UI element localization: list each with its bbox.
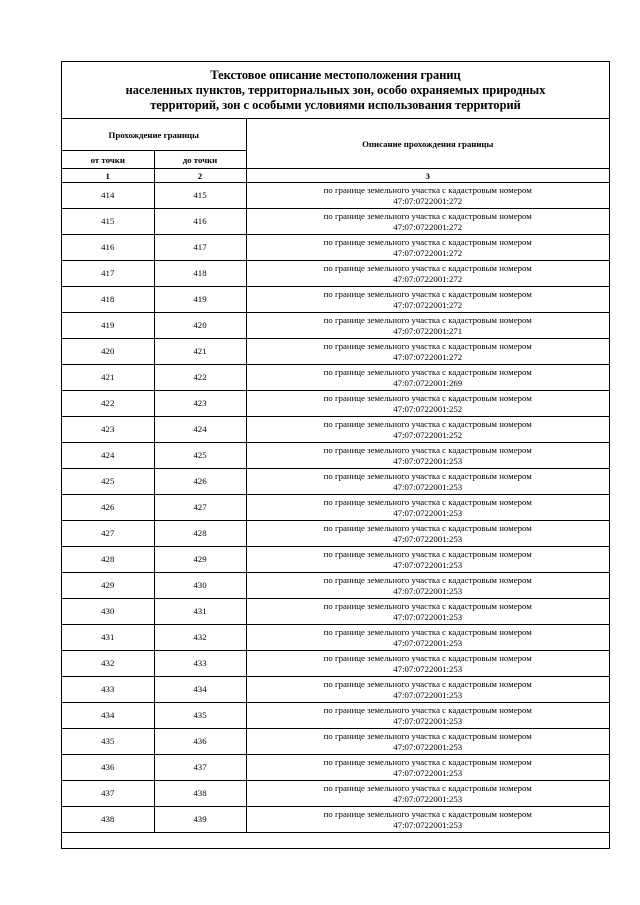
description-cadastral-number: 47:07:0722001:253 — [393, 455, 463, 466]
from-point-cell: 414 — [62, 183, 154, 209]
table-row — [62, 781, 609, 807]
description-cadastral-number: 47:07:0722001:272 — [393, 273, 463, 284]
description-cell — [246, 417, 609, 443]
table-row — [62, 417, 609, 443]
title-line-2: населенных пунктов, территориальных зон, особо охраняемых природных — [125, 83, 546, 97]
from-point-cell: 428 — [62, 547, 154, 573]
from-point-cell: 430 — [62, 599, 154, 625]
title-line-1: Текстовое описание местоположения границ — [210, 68, 461, 82]
to-point-cell: 438 — [154, 781, 246, 807]
table-row — [62, 339, 609, 365]
from-point-cell: 423 — [62, 417, 154, 443]
table-row — [62, 651, 609, 677]
from-point-cell: 436 — [62, 755, 154, 781]
description-cell — [246, 469, 609, 495]
description-line-1: по границе земельного участка с кадастровым номером — [323, 237, 532, 247]
description-cell — [246, 677, 609, 703]
from-point-cell: 429 — [62, 573, 154, 599]
description-line-1: по границе земельного участка с кадастровым номером — [323, 185, 532, 195]
to-point-cell: 430 — [154, 573, 246, 599]
description-cell — [246, 755, 609, 781]
from-point-cell: 433 — [62, 677, 154, 703]
description-line-1: по границе земельного участка с кадастровым номером — [323, 289, 532, 299]
description-line-1: по границе земельного участка с кадастровым номером — [323, 757, 532, 767]
description-cell — [246, 391, 609, 417]
to-point-cell: 437 — [154, 755, 246, 781]
description-cadastral-number: 47:07:0722001:272 — [393, 221, 463, 232]
to-point-cell: 425 — [154, 443, 246, 469]
to-point-cell: 416 — [154, 209, 246, 235]
header-col-2: 2 — [154, 169, 246, 183]
description-cell — [246, 287, 609, 313]
description-line-1: по границе земельного участка с кадастровым номером — [323, 315, 532, 325]
from-point-cell: 437 — [62, 781, 154, 807]
document-frame — [61, 61, 610, 849]
from-point-cell: 417 — [62, 261, 154, 287]
description-cadastral-number: 47:07:0722001:253 — [393, 793, 463, 804]
table-row — [62, 313, 609, 339]
description-cell — [246, 703, 609, 729]
description-line-1: по границе земельного участка с кадастровым номером — [323, 497, 532, 507]
description-line-1: по границе земельного участка с кадастровым номером — [323, 341, 532, 351]
from-point-cell: 418 — [62, 287, 154, 313]
description-cadastral-number: 47:07:0722001:269 — [393, 377, 463, 388]
header-col-1: 1 — [62, 169, 154, 183]
description-line-1: по границе земельного участка с кадастровым номером — [323, 653, 532, 663]
description-cadastral-number: 47:07:0722001:253 — [393, 611, 463, 622]
from-point-cell: 421 — [62, 365, 154, 391]
description-line-1: по границе земельного участка с кадастровым номером — [323, 783, 532, 793]
description-cadastral-number: 47:07:0722001:252 — [393, 429, 463, 440]
description-cell — [246, 729, 609, 755]
description-cadastral-number: 47:07:0722001:253 — [393, 689, 463, 700]
table-row — [62, 573, 609, 599]
table-row — [62, 755, 609, 781]
to-point-cell: 435 — [154, 703, 246, 729]
document-title — [62, 62, 609, 119]
description-cell — [246, 599, 609, 625]
description-cadastral-number: 47:07:0722001:272 — [393, 351, 463, 362]
table-row — [62, 287, 609, 313]
to-point-cell: 433 — [154, 651, 246, 677]
description-cadastral-number: 47:07:0722001:272 — [393, 247, 463, 258]
to-point-cell: 424 — [154, 417, 246, 443]
description-cadastral-number: 47:07:0722001:253 — [393, 507, 463, 518]
table-row — [62, 729, 609, 755]
from-point-cell: 424 — [62, 443, 154, 469]
description-cadastral-number: 47:07:0722001:253 — [393, 767, 463, 778]
to-point-cell: 415 — [154, 183, 246, 209]
description-cell — [246, 365, 609, 391]
title-line-3: территорий, зон с особыми условиями использования территорий — [150, 98, 521, 112]
to-point-cell: 419 — [154, 287, 246, 313]
description-line-1: по границе земельного участка с кадастровым номером — [323, 523, 532, 533]
table-row — [62, 443, 609, 469]
description-cadastral-number: 47:07:0722001:272 — [393, 195, 463, 206]
to-point-cell: 434 — [154, 677, 246, 703]
description-line-1: по границе земельного участка с кадастровым номером — [323, 731, 532, 741]
header-from-point: от точки — [62, 151, 154, 169]
to-point-cell: 428 — [154, 521, 246, 547]
from-point-cell: 415 — [62, 209, 154, 235]
description-cadastral-number: 47:07:0722001:253 — [393, 819, 463, 830]
to-point-cell: 423 — [154, 391, 246, 417]
from-point-cell: 438 — [62, 807, 154, 833]
to-point-cell: 420 — [154, 313, 246, 339]
from-point-cell: 432 — [62, 651, 154, 677]
table-row — [62, 183, 609, 209]
description-line-1: по границе земельного участка с кадастровым номером — [323, 549, 532, 559]
table-row — [62, 495, 609, 521]
description-cell — [246, 625, 609, 651]
table-row — [62, 807, 609, 833]
from-point-cell: 426 — [62, 495, 154, 521]
description-cell — [246, 313, 609, 339]
to-point-cell: 421 — [154, 339, 246, 365]
header-passage: Прохождение границы — [62, 119, 246, 151]
table-row — [62, 703, 609, 729]
description-line-1: по границе земельного участка с кадастровым номером — [323, 601, 532, 611]
header-description: Описание прохождения границы — [246, 119, 609, 169]
from-point-cell: 419 — [62, 313, 154, 339]
table-row — [62, 677, 609, 703]
table-row — [62, 625, 609, 651]
table-row — [62, 391, 609, 417]
from-point-cell: 420 — [62, 339, 154, 365]
to-point-cell: 429 — [154, 547, 246, 573]
description-cell — [246, 183, 609, 209]
description-cadastral-number: 47:07:0722001:253 — [393, 663, 463, 674]
description-cadastral-number: 47:07:0722001:253 — [393, 585, 463, 596]
description-cell — [246, 209, 609, 235]
table-row — [62, 365, 609, 391]
description-line-1: по границе земельного участка с кадастровым номером — [323, 627, 532, 637]
table-row — [62, 599, 609, 625]
description-line-1: по границе земельного участка с кадастровым номером — [323, 263, 532, 273]
to-point-cell: 436 — [154, 729, 246, 755]
description-line-1: по границе земельного участка с кадастровым номером — [323, 679, 532, 689]
to-point-cell: 422 — [154, 365, 246, 391]
from-point-cell: 427 — [62, 521, 154, 547]
description-line-1: по границе земельного участка с кадастровым номером — [323, 211, 532, 221]
description-line-1: по границе земельного участка с кадастровым номером — [323, 575, 532, 585]
to-point-cell: 432 — [154, 625, 246, 651]
description-line-1: по границе земельного участка с кадастровым номером — [323, 419, 532, 429]
description-cell — [246, 807, 609, 833]
description-line-1: по границе земельного участка с кадастровым номером — [323, 809, 532, 819]
description-line-1: по границе земельного участка с кадастровым номером — [323, 471, 532, 481]
description-cadastral-number: 47:07:0722001:253 — [393, 715, 463, 726]
description-cell — [246, 443, 609, 469]
from-point-cell: 425 — [62, 469, 154, 495]
description-cadastral-number: 47:07:0722001:253 — [393, 533, 463, 544]
description-cadastral-number: 47:07:0722001:271 — [393, 325, 463, 336]
to-point-cell: 417 — [154, 235, 246, 261]
description-cadastral-number: 47:07:0722001:253 — [393, 559, 463, 570]
from-point-cell: 434 — [62, 703, 154, 729]
description-cadastral-number: 47:07:0722001:272 — [393, 299, 463, 310]
description-cadastral-number: 47:07:0722001:253 — [393, 741, 463, 752]
header-to-point: до точки — [154, 151, 246, 169]
description-cell — [246, 521, 609, 547]
from-point-cell: 431 — [62, 625, 154, 651]
description-cell — [246, 339, 609, 365]
to-point-cell: 439 — [154, 807, 246, 833]
table-row — [62, 235, 609, 261]
header-col-3: 3 — [246, 169, 609, 183]
description-cell — [246, 781, 609, 807]
to-point-cell: 431 — [154, 599, 246, 625]
from-point-cell: 435 — [62, 729, 154, 755]
description-line-1: по границе земельного участка с кадастровым номером — [323, 367, 532, 377]
table-row — [62, 469, 609, 495]
to-point-cell: 426 — [154, 469, 246, 495]
to-point-cell: 418 — [154, 261, 246, 287]
description-line-1: по границе земельного участка с кадастровым номером — [323, 393, 532, 403]
description-cadastral-number: 47:07:0722001:252 — [393, 403, 463, 414]
description-line-1: по границе земельного участка с кадастровым номером — [323, 445, 532, 455]
table-row — [62, 261, 609, 287]
to-point-cell: 427 — [154, 495, 246, 521]
boundary-table — [62, 119, 609, 833]
table-row — [62, 209, 609, 235]
description-cadastral-number: 47:07:0722001:253 — [393, 637, 463, 648]
description-cell — [246, 495, 609, 521]
from-point-cell: 416 — [62, 235, 154, 261]
from-point-cell: 422 — [62, 391, 154, 417]
description-cadastral-number: 47:07:0722001:253 — [393, 481, 463, 492]
description-line-1: по границе земельного участка с кадастровым номером — [323, 705, 532, 715]
description-cell — [246, 235, 609, 261]
description-cell — [246, 573, 609, 599]
table-row — [62, 547, 609, 573]
description-cell — [246, 547, 609, 573]
table-row — [62, 521, 609, 547]
description-cell — [246, 261, 609, 287]
description-cell — [246, 651, 609, 677]
